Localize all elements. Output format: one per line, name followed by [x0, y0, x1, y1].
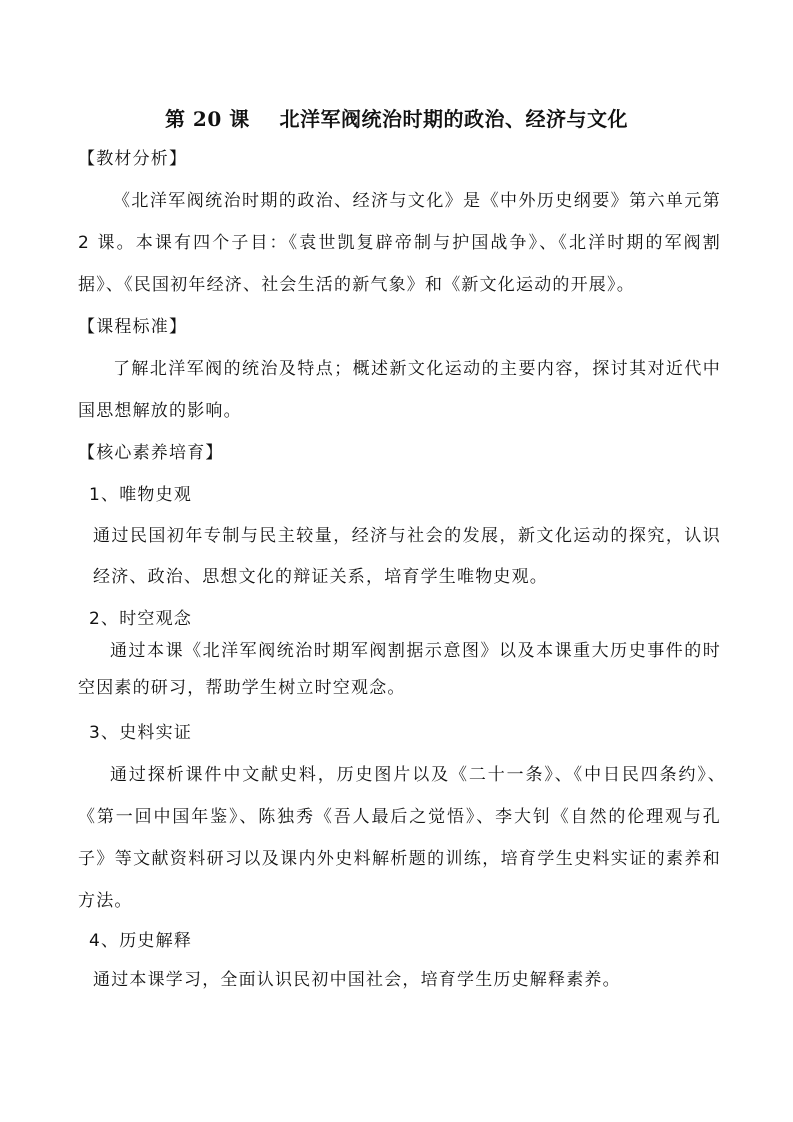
- section-heading-analysis: 【教材分析】: [78, 149, 188, 169]
- literacy-item-line: 通过本课学习，全面认识民初中国社会，培育学生历史解释素养。: [93, 970, 621, 990]
- literacy-item-line: 空因素的研习，帮助学生树立时空观念。: [78, 678, 406, 698]
- literacy-item-line: 方法。: [78, 891, 133, 911]
- literacy-item-line: 通过民国初年专制与民主较量，经济与社会的发展，新文化运动的探究，认识: [93, 526, 721, 546]
- literacy-item-title: 3、史料实证: [89, 723, 193, 743]
- literacy-item-line: 子》等文献资料研习以及课内外史料解析题的训练，培育学生史料实证的素养和: [78, 849, 721, 869]
- lesson-title: 第 20 课 北洋军阀统治时期的政治、经济与文化: [164, 107, 629, 131]
- literacy-item-line: 《第一回中国年鉴》、陈独秀《吾人最后之觉悟》、李大钊《自然的伦理观与孔: [78, 807, 721, 827]
- standard-line: 了解北洋军阀的统治及特点；概述新文化运动的主要内容，探讨其对近代中: [113, 359, 721, 379]
- literacy-item-line: 通过本课《北洋军阀统治时期军阀割据示意图》以及本课重大历史事件的时: [110, 641, 721, 661]
- literacy-item-line: 经济、政治、思想文化的辩证关系，培育学生唯物史观。: [93, 567, 548, 587]
- section-heading-literacy: 【核心素养培育】: [78, 443, 224, 463]
- literacy-item-title: 4、历史解释: [89, 931, 193, 951]
- analysis-line: 2 课。本课有四个子目：《袁世凯复辟帝制与护国战争》、《北洋时期的军阀割: [78, 233, 721, 253]
- standard-line: 国思想解放的影响。: [78, 401, 242, 421]
- literacy-item-title: 2、时空观念: [89, 609, 193, 629]
- analysis-line: 据》、《民国初年经济、社会生活的新气象》和《新文化运动的开展》。: [78, 275, 635, 295]
- analysis-line: 《北洋军阀统治时期的政治、经济与文化》是《中外历史纲要》第六单元第: [113, 191, 721, 211]
- literacy-item-line: 通过探析课件中文献史料，历史图片以及《二十一条》、《中日民四条约》、: [110, 765, 726, 785]
- section-heading-standard: 【课程标准】: [78, 317, 188, 337]
- literacy-item-title: 1、唯物史观: [89, 485, 193, 505]
